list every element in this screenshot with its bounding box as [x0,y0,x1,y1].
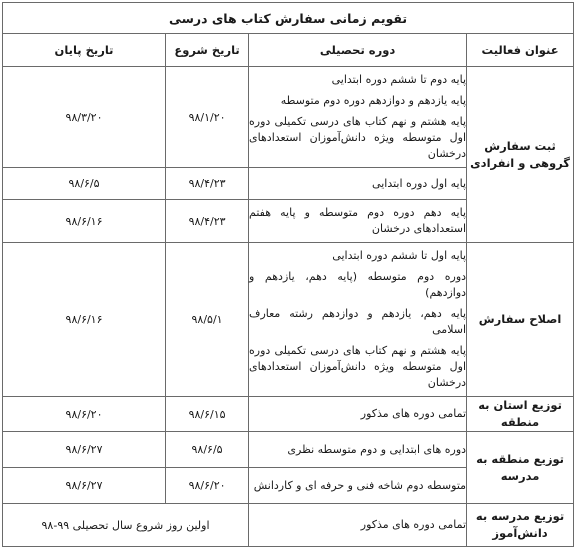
period-line: پایه دهم، یازدهم و دوازدهم رشته معارف اسلامی [249,307,467,336]
activity-cell: توزیع مدرسه به دانش‌آموز [467,504,574,547]
table-title: تقویم زمانی سفارش کتاب های درسی [3,3,574,34]
end-date: ۹۸/۳/۲۰ [3,67,166,168]
start-date: ۹۸/۴/۲۳ [166,200,249,243]
period-cell [249,67,467,168]
header-period: دوره تحصیلی [249,34,467,67]
activity-cell: اصلاح سفارش [467,243,574,397]
end-date: ۹۸/۶/۵ [3,168,166,200]
end-date: ۹۸/۶/۲۷ [3,468,166,504]
header-end-date: تاریخ پایان [3,34,166,67]
period-line: تمامی دوره های مذکور [360,518,467,531]
table-row [3,504,574,547]
period-cell [249,168,467,200]
period-cell [249,468,467,504]
period-cell [249,200,467,243]
period-line: متوسطه دوم شاخه فنی و حرفه ای و کاردانش [253,478,467,492]
schedule-table [2,2,574,547]
start-date: ۹۸/۶/۱۵ [166,397,249,432]
activity-cell: توزیع منطقه به مدرسه [467,432,574,504]
start-date: ۹۸/۵/۱ [166,243,249,397]
end-date: ۹۸/۶/۲۷ [3,432,166,468]
period-line: پایه دوم تا ششم دوره ابتدایی [331,73,467,86]
period-line: دوره دوم متوسطه (پایه دهم، یازدهم و دوازدهم) [249,270,467,299]
period-line: پایه اول تا ششم دوره ابتدایی [332,249,467,262]
start-date: ۹۸/۱/۲۰ [166,67,249,168]
header-row [3,34,574,67]
table-row [3,67,574,168]
start-date: ۹۸/۶/۲۰ [166,468,249,504]
period-line: پایه هشتم و نهم کتاب های درسی تکمیلی دوره اول متوسطه ویژه دانش‌آموزان استعدادهای درخشان [249,344,467,389]
period-line: پایه اول دوره ابتدایی [372,176,467,190]
period-line: پایه یازدهم و دوازدهم دوره دوم متوسطه [280,94,467,107]
period-line: دوره های ابتدایی و دوم متوسطه نظری [287,442,467,456]
start-date: ۹۸/۴/۲۳ [166,168,249,200]
activity-cell: توزیع استان به منطقه [467,397,574,432]
period-line: پایه دهم دوره دوم متوسطه و پایه هفتم استعدادهای درخشان [249,206,467,235]
activity-cell: ثبت سفارش گروهی و انفرادی [467,67,574,243]
end-date: ۹۸/۶/۲۰ [3,397,166,432]
header-activity: عنوان فعالیت [467,34,574,67]
header-start-date: تاریخ شروع [166,34,249,67]
period-cell [249,432,467,468]
period-cell [249,397,467,432]
table-row [3,243,574,397]
table-row [3,432,574,468]
period-line: پایه هشتم و نهم کتاب های درسی تکمیلی دوره اول متوسطه ویژه دانش‌آموزان استعدادهای درخشان [249,115,467,160]
period-cell [249,504,467,547]
date-span-cell: اولین روز شروع سال تحصیلی ۹۹-۹۸ [3,504,249,547]
end-date: ۹۸/۶/۱۶ [3,243,166,397]
start-date: ۹۸/۶/۵ [166,432,249,468]
table-row [3,397,574,432]
period-line: تمامی دوره های مذکور [360,407,467,420]
period-cell [249,243,467,397]
end-date: ۹۸/۶/۱۶ [3,200,166,243]
